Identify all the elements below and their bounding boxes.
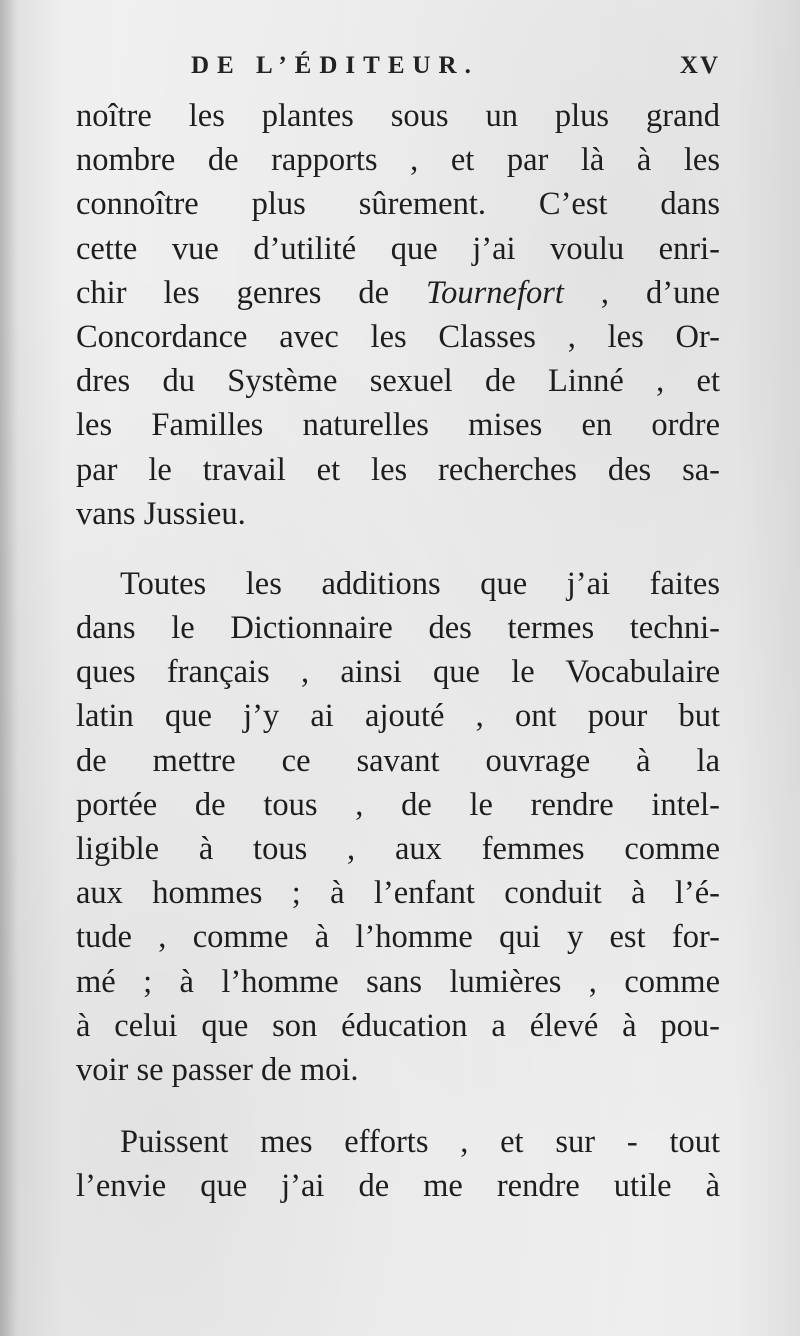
text-line: vans Jussieu.	[76, 495, 246, 532]
text-line: portée de tous , de le rendre intel-	[76, 786, 720, 823]
page-number: XV	[679, 52, 720, 79]
italic-name: Tournefort	[426, 274, 564, 311]
page-gutter-shadow	[0, 0, 18, 1336]
paragraph-1	[76, 94, 720, 536]
text-line: Concordance avec les Classes , les Or-	[76, 318, 720, 355]
text-line: par le travail et les recherches des sa-	[76, 451, 720, 488]
body-text	[76, 94, 720, 1209]
text-line: à celui que son éducation a élevé à pou-	[76, 1007, 720, 1044]
paragraph-2	[76, 562, 720, 1092]
text-line: connoître plus sûrement. C’est dans	[76, 186, 720, 223]
text-line: ligible à tous , aux femmes comme	[76, 831, 720, 867]
text-fragment: chir les genres de	[76, 274, 427, 311]
text-line: tude , comme à l’homme qui y est for-	[76, 919, 720, 956]
running-head: DE L’ÉDITEUR.	[191, 52, 479, 79]
text-line: Puissent mes efforts , et sur - tout	[120, 1124, 720, 1161]
text-line: mé ; à l’homme sans lumières , comme	[76, 963, 720, 1000]
text-line: voir se passer de moi.	[76, 1051, 359, 1088]
text-line: noître les plantes sous un plus grand	[76, 98, 720, 134]
text-line: latin que j’y ai ajouté , ont pour but	[76, 698, 720, 735]
text-line: de mettre ce savant ouvrage à la	[76, 742, 720, 779]
paragraph-3	[76, 1120, 720, 1208]
text-line: aux hommes ; à l’enfant conduit à l’é-	[76, 875, 720, 912]
text-line: Toutes les additions que j’ai faites	[120, 565, 720, 602]
text-line: l’envie que j’ai de me rendre utile à	[76, 1168, 720, 1205]
page-header	[76, 52, 720, 92]
text-line	[76, 271, 720, 315]
text-line: nombre de rapports , et par là à les	[76, 142, 720, 179]
text-line: dres du Système sexuel de Linné , et	[76, 363, 720, 400]
text-fragment: , d’une	[563, 274, 720, 311]
text-line: ques français , ainsi que le Vocabulaire	[76, 654, 720, 691]
text-line: dans le Dictionnaire des termes techni-	[76, 610, 720, 647]
text-line: les Familles naturelles mises en ordre	[76, 407, 720, 444]
text-line: cette vue d’utilité que j’ai voulu enri-	[76, 230, 720, 267]
